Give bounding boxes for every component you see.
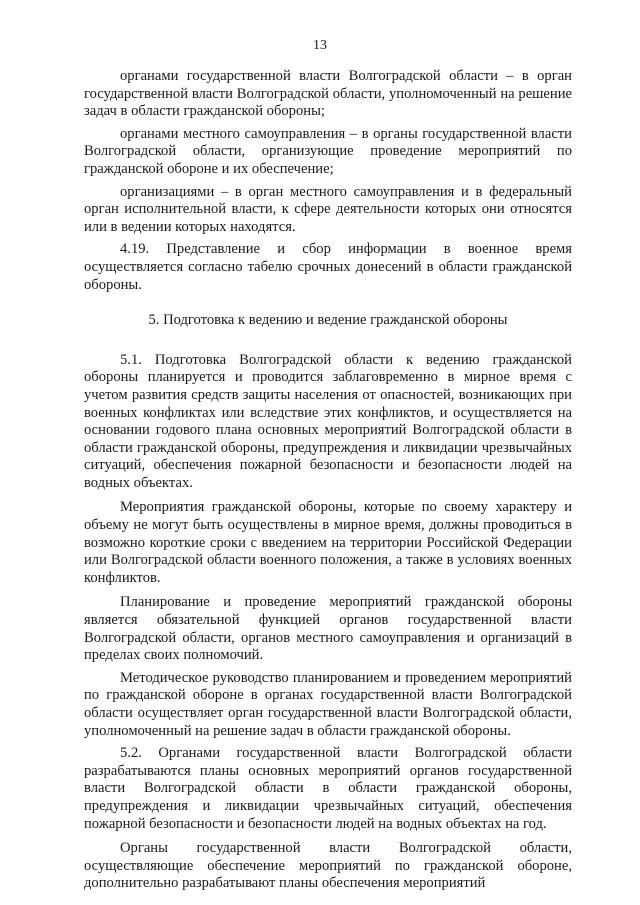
paragraph-5-2: 5.2. Органами государственной власти Волгоградской области разрабатываются планы основных мероприятий органов государственной власти Волгоградской области в области гражданской обороны, предупреждения и ликвидации чрезвычайных ситуаций, обеспечения пожарной безопасности и безопасности людей на водных объектах на год. [84,745,572,832]
paragraph-local-government: органами местного самоуправления – в органы государственной власти Волгоградской области, организующие проведение мероприятий по гражданской обороне и их обеспечение; [84,125,572,177]
paragraph-planning: Планирование и проведение мероприятий гражданской обороны является обязательной функцией органов государственной власти Волгоградской области, органов местного самоуправления и организаций в пределах своих полномочий. [84,594,572,664]
paragraph-methodical-guidance: Методическое руководство планированием и проведением мероприятий по гражданской обороне в органах государственной власти Волгоградской области осуществляет орган государственной власти Волгоградской области, уполномоченный на решение задач в области гражданской обороны. [84,669,572,739]
paragraph-support-bodies: Органы государственной власти Волгоградской области, осуществляющие обеспечение мероприятий по гражданской обороне, дополнительно разрабатывают планы обеспечения мероприятий [84,840,572,892]
section-heading: 5. Подготовка к ведению и ведение гражданской обороны [148,312,508,329]
paragraph-4-19: 4.19. Представление и сбор информации в военное время осуществляется согласно табелю срочных донесений в области гражданской обороны. [84,241,572,293]
page-number: 13 [313,38,327,53]
paragraph-5-1: 5.1. Подготовка Волгоградской области к ведению гражданской обороны планируется и проводится заблаговременно в мирное время с учетом развития средств защиты населения от опасностей, возникающих при военных конфликтах или вследствие этих конфликтов, и осуществляется на основании годового плана основных мероприятий Волгоградской области в области гражданской обороны, предупреждения и ликвидации чрезвычайных ситуаций, обеспечения пожарной безопасности и безопасности людей на водных объектах. [84,351,572,491]
paragraph-wartime-measures: Мероприятия гражданской обороны, которые по своему характеру и объему не могут быть осуществлены в мирное время, должны проводиться в возможно короткие сроки с введением на территории Российской Федерации или Волгоградской области военного положения, а также в условиях военных конфликтов. [84,499,572,586]
paragraph-organizations: организациями – в орган местного самоуправления и в федеральный орган исполнительной власти, к сфере деятельности которых они относятся или в ведении которых находятся. [84,183,572,235]
document-text [84,68,572,893]
paragraph-regional-authorities: органами государственной власти Волгоградской области – в орган государственной власти Волгоградской области, уполномоченный на решение задач в области гражданской обороны; [84,68,572,120]
